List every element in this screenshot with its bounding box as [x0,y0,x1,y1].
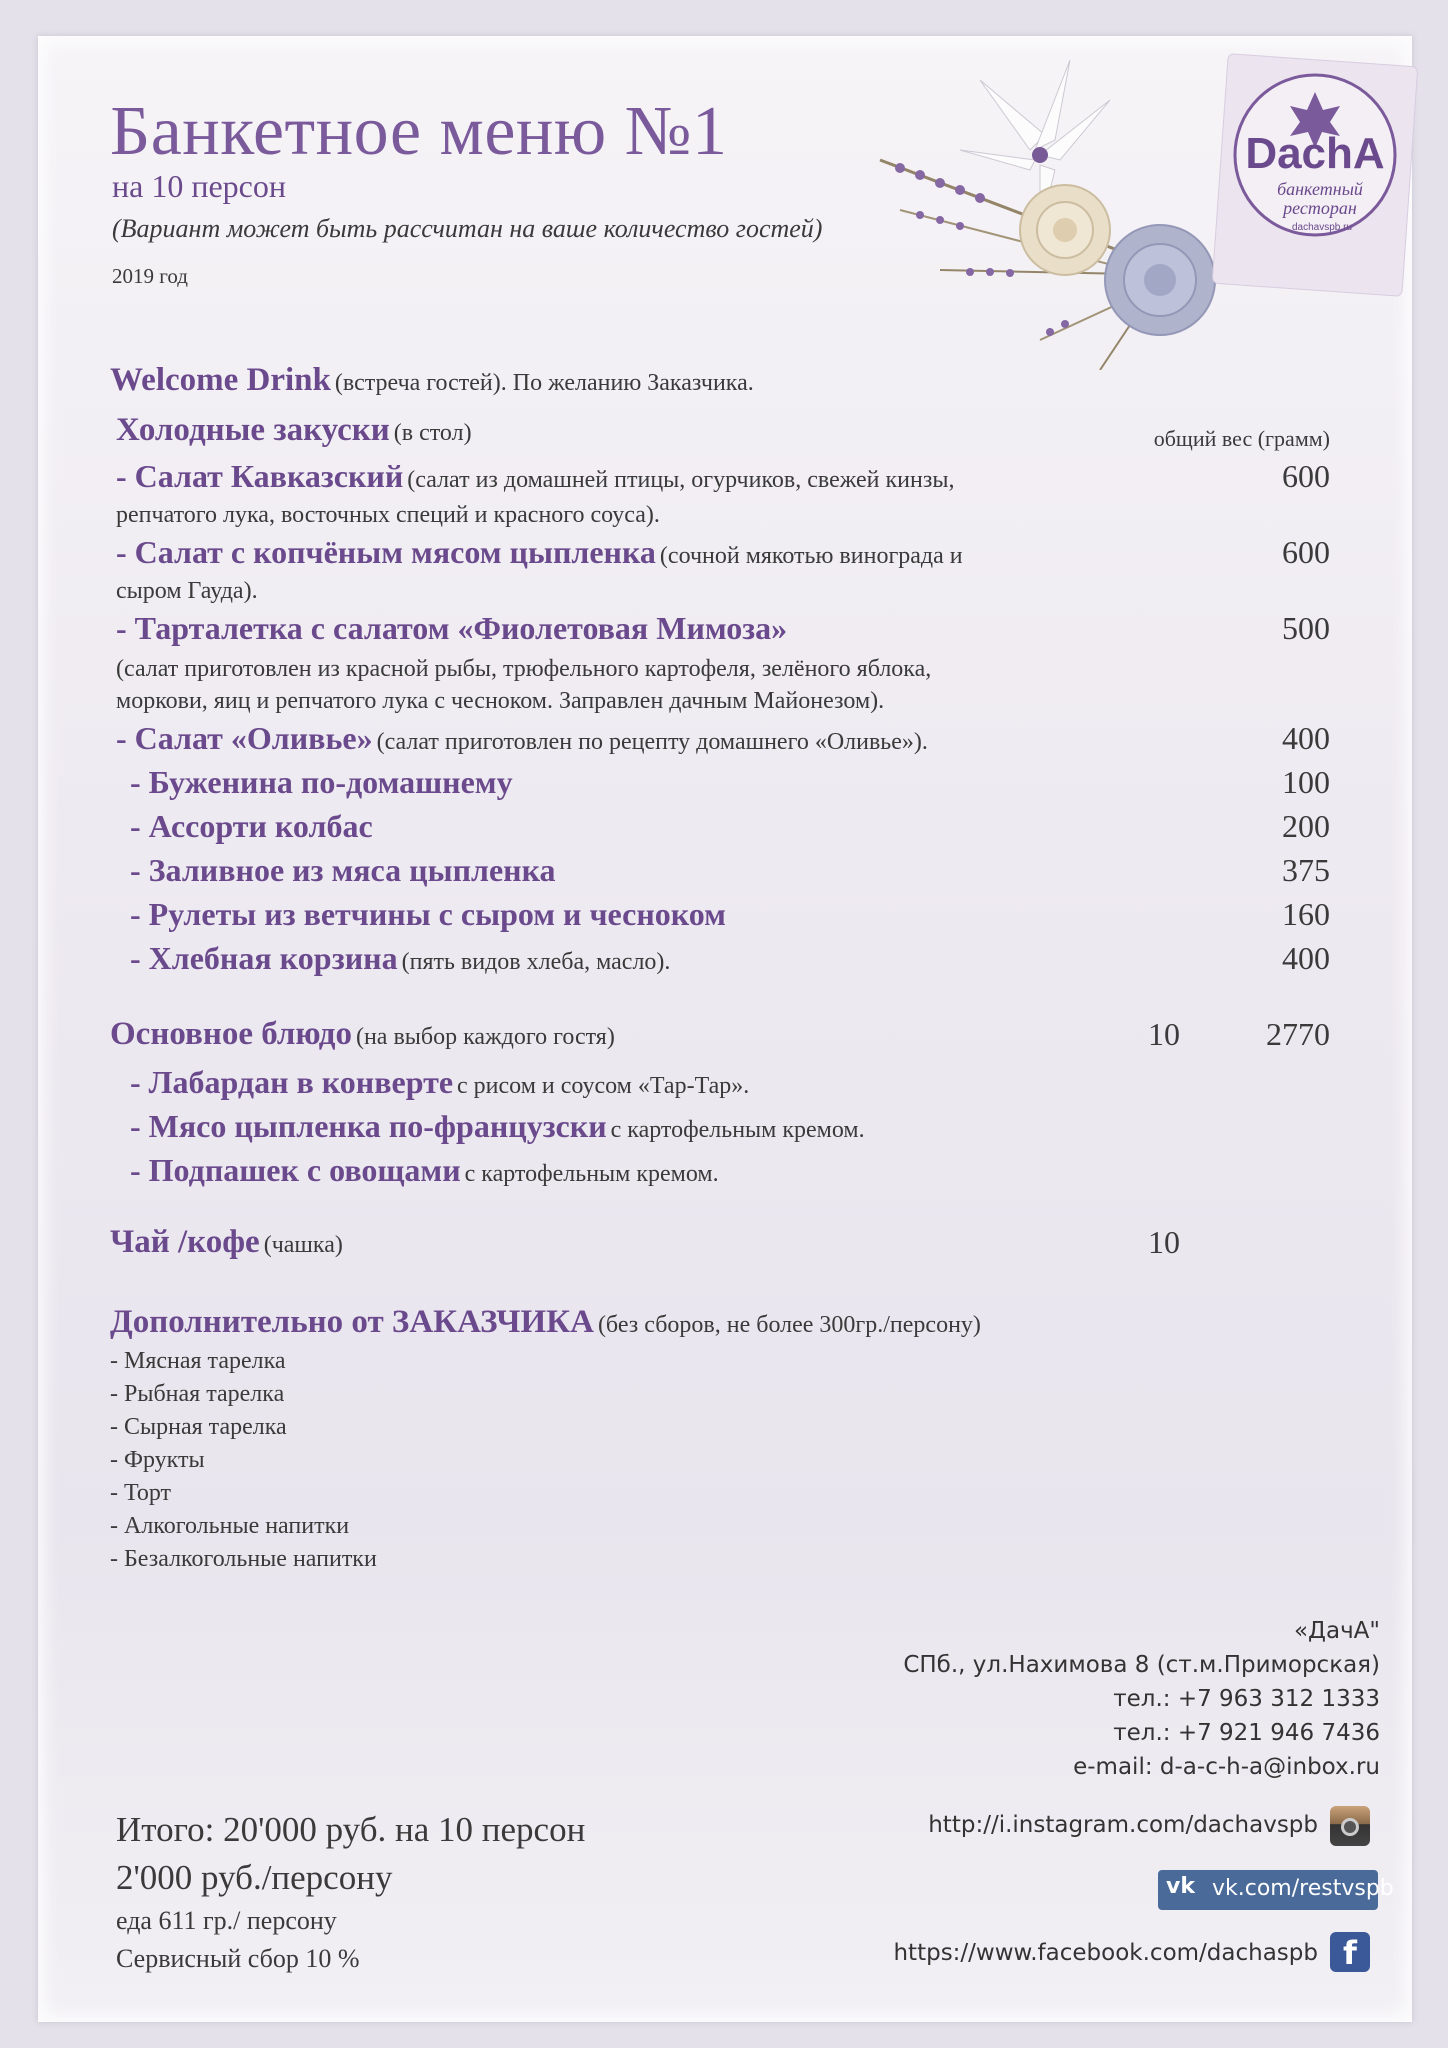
weight-column-header: общий вес (грамм) [1153,426,1330,451]
main-course-heading [110,1016,615,1053]
item-desc-line-2: репчатого лука, восточных специй и красного соуса). [116,502,660,528]
logo-brand: DachA [1245,129,1385,178]
welcome-drink-note: (встреча гостей). По желанию Заказчика. [334,370,754,396]
item-desc: (салат приготовлен по рецепту домашнего «Оливье»). [376,729,928,755]
tea-coffee-note: (чашка) [263,1232,343,1258]
main-course-weight: 2770 [1266,1016,1330,1052]
menu-item [116,610,787,647]
phone-1: тел.: +7 963 312 1333 [1113,1686,1380,1712]
item-desc: (пять видов хлеба, масло). [401,949,671,975]
extra-item: - Сырная тарелка [110,1414,287,1440]
item-weight: 400 [1282,940,1330,976]
item-name: - Буженина по-домашнему [130,764,513,800]
extra-item: - Алкогольные напитки [110,1513,350,1539]
logo-tagline-2: ресторан [1283,198,1357,218]
item-desc: (салат приготовлен из красной рыбы, трюфельного картофеля, зелёного яблока, [116,656,932,682]
item-weight: 375 [1282,852,1330,888]
extra-item: - Фрукты [110,1447,205,1473]
menu-item [130,1152,719,1189]
item-desc: (салат из домашней птицы, огурчиков, свежей кинзы, [407,467,955,493]
item-weight: 100 [1282,764,1330,800]
item-name: - Салат Кавказский [116,458,404,494]
logo-site: dachavspb.ru [1291,222,1353,233]
year-label: 2019 год [112,264,188,288]
facebook-link[interactable]: https://www.facebook.com/dachaspb [893,1940,1318,1966]
instagram-link[interactable]: http://i.instagram.com/dachavspb [928,1812,1318,1838]
cold-appetizers-title: Холодные закуски [116,412,390,448]
tea-coffee-heading [110,1224,343,1261]
persons-subtitle: на 10 персон [112,168,286,204]
cold-appetizers-note: (в стол) [393,420,472,446]
vk-badge[interactable] [1158,1870,1394,1910]
bouquet-logo-decoration [840,40,1420,370]
restaurant-name: «ДачА" [1293,1618,1380,1644]
menu-title: Банкетное меню №1 [110,93,728,170]
welcome-drink-title: Welcome Drink [110,362,331,398]
menu-item [130,940,670,977]
main-course-count: 10 [1148,1016,1180,1052]
extra-item: - Безалкогольные напитки [110,1546,377,1572]
menu-item [116,458,954,495]
menu-item [130,1108,865,1145]
phone-2: тел.: +7 921 946 7436 [1113,1720,1380,1746]
vk-link: vk.com/restvspb [1212,1876,1394,1901]
total-line-1: Итого: 20'000 руб. на 10 персон [116,1810,586,1849]
extra-note: (без сборов, не более 300гр./персону) [597,1312,981,1338]
extra-item: - Рыбная тарелка [110,1381,285,1407]
item-desc-line-2: сыром Гауда). [116,578,258,604]
item-name: - Подпашек с овощами [130,1152,461,1188]
menu-item [116,720,928,757]
item-weight: 400 [1282,720,1330,756]
vk-icon: vk [1166,1874,1195,1899]
item-desc: с картофельным кремом. [610,1117,865,1143]
item-name: - Хлебная корзина [130,940,398,976]
tea-coffee-count: 10 [1148,1224,1180,1260]
item-name: - Заливное из мяса цыпленка [130,852,556,888]
item-weight: 500 [1282,610,1330,646]
item-name: - Тарталетка с салатом «Фиолетовая Мимоза» [116,610,788,646]
instagram-icon[interactable] [1330,1806,1370,1846]
tea-coffee-title: Чай /кофе [110,1224,260,1260]
extra-item: - Торт [110,1480,172,1506]
logo-tagline-1: банкетный [1277,179,1363,199]
item-desc-line-2: моркови, яиц и репчатого лука с чесноком. Заправлен дачным Майонезом). [116,688,885,714]
menu-item [130,1064,749,1101]
item-weight: 600 [1282,534,1330,570]
main-course-title: Основное блюдо [110,1016,352,1052]
item-name: - Рулеты из ветчины с сыром и чесноком [130,896,726,932]
item-weight: 200 [1282,808,1330,844]
item-name: - Салат «Оливье» [116,720,373,756]
email: e-mail: d-a-c-h-a@inbox.ru [1073,1754,1380,1780]
facebook-icon[interactable]: f [1330,1932,1370,1972]
main-course-note: (на выбор каждого гостя) [355,1024,615,1050]
item-name: - Лабардан в конверте [130,1064,454,1100]
restaurant-address: СПб., ул.Нахимова 8 (ст.м.Приморская) [903,1652,1380,1678]
welcome-drink-line [110,362,754,399]
item-desc: с рисом и соусом «Тар-Тар». [457,1073,750,1099]
item-weight: 600 [1282,458,1330,494]
item-name: - Салат с копчёным мясом цыпленка [116,534,656,570]
cold-appetizers-heading [116,412,472,449]
extra-title: Дополнительно от ЗАКАЗЧИКА [110,1304,594,1340]
total-line-2: 2'000 руб./персону [116,1858,393,1897]
total-line-4: Сервисный сбор 10 % [116,1944,360,1973]
item-weight: 160 [1282,896,1330,932]
item-desc: с картофельным кремом. [464,1161,719,1187]
item-name: - Мясо цыпленка по-французски [130,1108,607,1144]
item-name: - Ассорти колбас [130,808,373,844]
total-line-3: еда 611 гр./ персону [116,1906,337,1935]
extra-heading [110,1304,981,1341]
extra-item: - Мясная тарелка [110,1348,286,1374]
item-desc: (сочной мякотью винограда и [659,543,963,569]
menu-item [116,534,963,571]
variant-note: (Вариант может быть рассчитан на ваше количество гостей) [112,214,823,243]
